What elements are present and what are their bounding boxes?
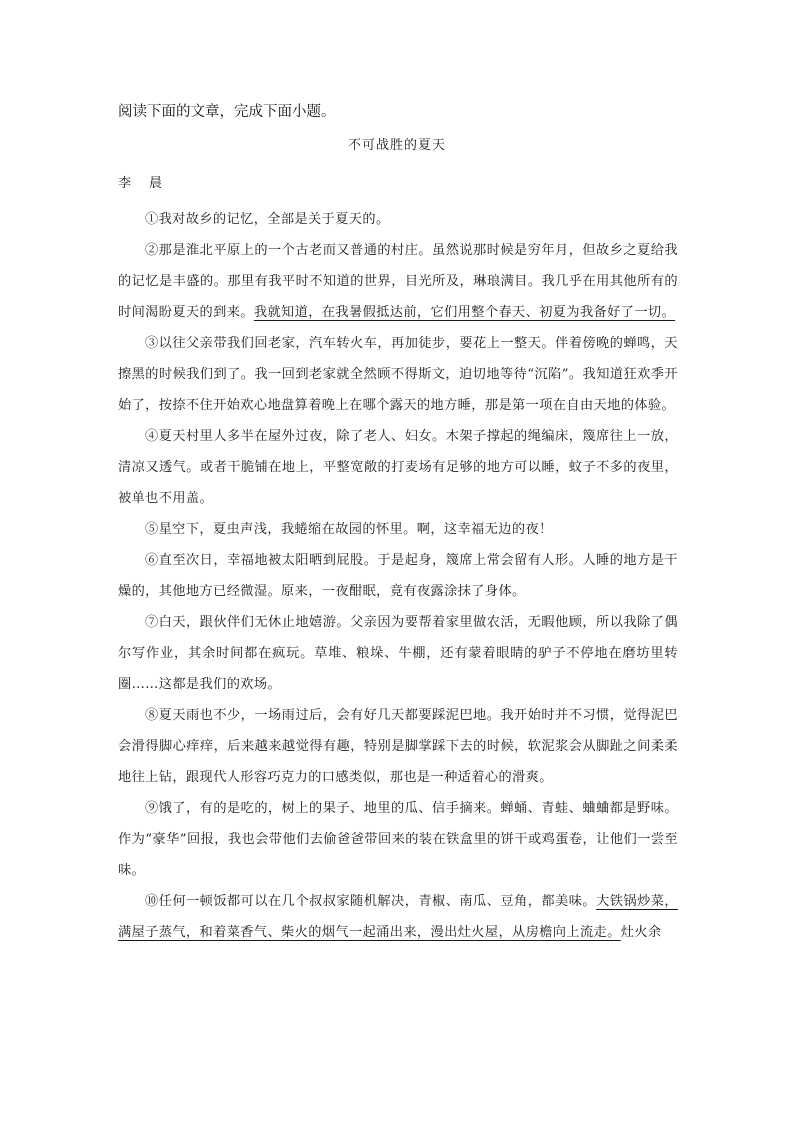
paragraph-7 (118, 607, 678, 700)
author-family-name: 晨 (149, 176, 163, 191)
paragraph-9-text: ⑨饿了，有的是吃的，树上的果子、地里的瓜、信手摘来。蝉蛹、青蛙、蛐蛐都是野味。作为“豪华”回报，我也会带他们去偷爸爸带回来的装在铁盒里的饼干或鸡蛋卷，让他们一尝至味。 (118, 801, 678, 878)
paragraph-8-text: ⑧夏天雨也不少，一场雨过后，会有好几天都要踩泥巴地。我开始时并不习惯，觉得泥巴会滑得脚心痒痒，后来越来越觉得有趣，特别是脚掌踩下去的时候，软泥浆会从脚趾之间柔柔地往上钻，跟现代人形容巧克力的口感类似，那也是一种适着心的滑爽。 (118, 708, 678, 785)
paragraph-3-text: ③以往父亲带我们回老家，汽车转火车，再加徒步，要花上一整天。伴着傍晚的蝉鸣，天擦黑的时候我们到了。我一回到老家就全然顾不得斯文，迫切地等待“沉陷”。我知道狂欢季开始了，按捺不住开始欢心地盘算着晚上在哪个露天的地方睡，那是第一项在自由天地的体验。 (118, 336, 678, 413)
paragraph-1-text: ①我对故乡的记忆，全部是关于夏天的。 (145, 212, 390, 227)
paragraph-5 (118, 514, 678, 545)
paragraph-5-text: ⑤星空下，夏虫声浅，我蜷缩在故园的怀里。啊，这幸福无边的夜！ (145, 522, 553, 537)
paragraph-2-text: ②那是淮北平原上的一个古老而又普通的村庄。虽然说那时候是穷年月，但故乡之夏给我的记忆是丰盛的。那里有我平时不知道的世界，目光所及，琳琅满目。我几乎在用其他所有的时间渴盼夏天的到来。 (118, 243, 678, 320)
paragraph-3 (118, 328, 678, 421)
article-author (118, 172, 162, 191)
paragraph-2-underlined-sentence: 我就知道，在我暑假抵达前，它们用整个春天、初夏为我备好了一切。 (253, 305, 676, 320)
paragraph-10-tail: 灶火余 (620, 925, 662, 940)
paragraph-6 (118, 545, 678, 607)
reading-instruction: 阅读下面的文章，完成下面小题。 (118, 104, 336, 120)
article-title: 不可战胜的夏天 (347, 138, 446, 153)
paragraph-7-text: ⑦白天，跟伙伴们无休止地嬉游。父亲因为要帮着家里做农活，无暇他顾，所以我除了偶尔写作业，其余时间都在疯玩。草堆、粮垛、牛棚，还有蒙着眼睛的驴子不停地在磨坊里转圈……这都是我们的欢场。 (118, 615, 678, 692)
paragraph-6-text: ⑥直至次日，幸福地被太阳晒到屁股。于是起身，篾席上常会留有人形。人睡的地方是干燥的，其他地方已经微湿。原来，一夜酣眠，竟有夜露涂抹了身体。 (118, 553, 678, 599)
paragraph-10-underlined-sentence: 大铁锅炒菜，满屋子蒸气，和着菜香气、柴火的烟气一起涌出来，漫出灶火屋，从房檐向上流走。 (118, 894, 678, 940)
paragraph-9 (118, 793, 678, 886)
author-given-name: 李 (118, 176, 132, 191)
paragraph-1 (118, 204, 678, 235)
paragraph-10-text: ⑩任何一顿饭都可以在几个叔叔家随机解决，青椒、南瓜、豆角，都美味。 (145, 894, 597, 909)
paragraph-8 (118, 700, 678, 793)
paragraph-4-text: ④夏天村里人多半在屋外过夜，除了老人、妇女。木架子撑起的绳编床，篾席往上一放，清凉又透气。或者干脆铺在地上，平整宽敞的打麦场有足够的地方可以睡，蚊子不多的夜里，被单也不用盖。 (118, 429, 678, 506)
paragraph-4 (118, 421, 678, 514)
article-body (118, 204, 678, 948)
paragraph-2 (118, 235, 678, 328)
paragraph-10 (118, 886, 678, 948)
